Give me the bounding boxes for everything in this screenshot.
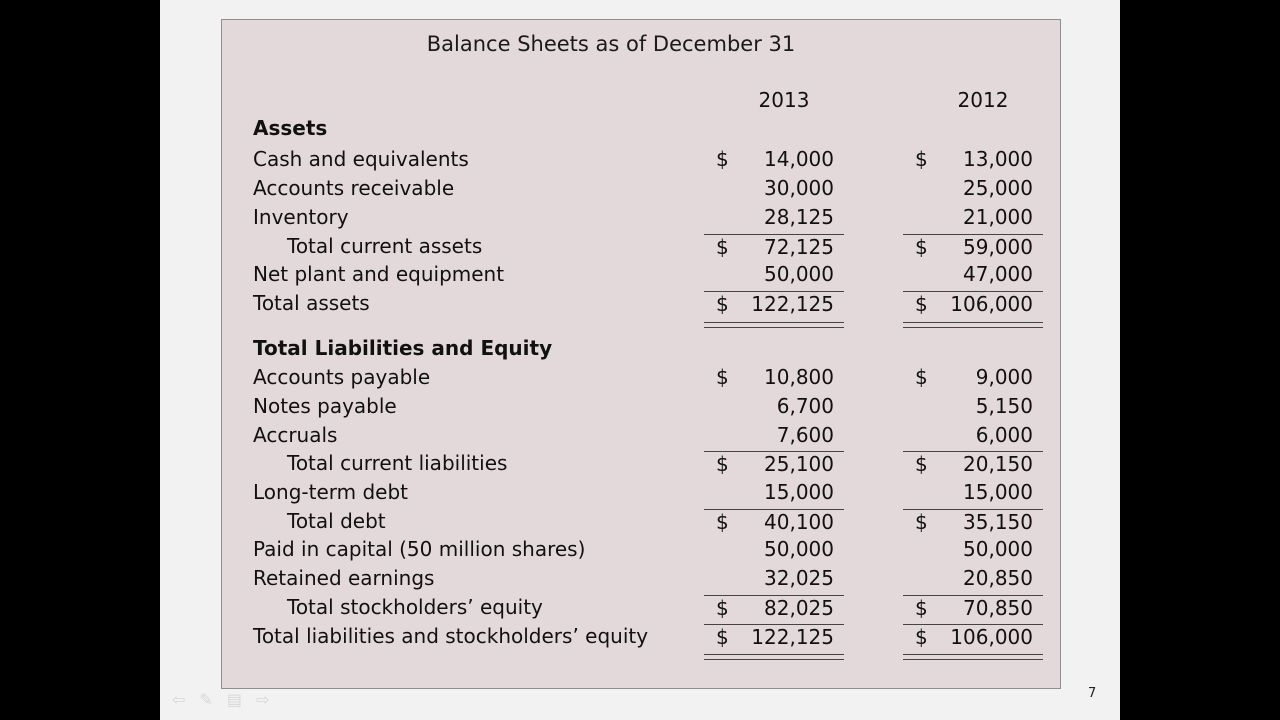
dollar-sign: $	[716, 596, 729, 620]
dollar-sign: $	[716, 292, 729, 316]
value-cell-2013	[704, 566, 844, 594]
amount: 14,000	[764, 147, 834, 171]
back-arrow-icon[interactable]: ⇦	[172, 690, 186, 709]
row-label: Accounts payable	[253, 365, 431, 389]
amount: 50,000	[764, 262, 834, 286]
row-label: Net plant and equipment	[253, 262, 505, 286]
row-label: Long-term debt	[253, 480, 409, 504]
balance-sheet-table	[221, 19, 1061, 689]
value-cell-2012	[903, 595, 1043, 624]
value-cell-2013	[704, 205, 844, 233]
slide-navigation	[172, 690, 269, 709]
amount: 35,150	[963, 510, 1033, 534]
dollar-sign: $	[716, 452, 729, 476]
row-label: Accounts receivable	[253, 176, 455, 200]
row-label: Total liabilities and stockholders’ equity	[253, 624, 649, 648]
row-label: Total Liabilities and Equity	[253, 336, 553, 360]
value-cell-2013	[704, 365, 844, 393]
table-title: Balance Sheets as of December 31	[426, 32, 796, 56]
amount: 72,125	[764, 235, 834, 259]
value-cell-2012	[903, 624, 1043, 653]
amount: 82,025	[764, 596, 834, 620]
value-cell-2012	[903, 205, 1043, 233]
table-row	[253, 566, 1060, 594]
value-cell-2013	[704, 624, 844, 653]
row-label: Notes payable	[253, 394, 397, 418]
slide	[160, 0, 1120, 720]
double-underline	[704, 654, 844, 660]
amount: 5,150	[975, 394, 1033, 418]
row-label: Total current liabilities	[287, 451, 508, 475]
amount: 122,125	[751, 292, 834, 316]
table-row	[253, 624, 1060, 652]
row-label: Assets	[253, 116, 328, 140]
amount: 6,700	[776, 394, 834, 418]
value-cell-2013	[704, 537, 844, 565]
menu-icon[interactable]: ▤	[226, 690, 242, 709]
amount: 13,000	[963, 147, 1033, 171]
value-cell-2012	[903, 365, 1043, 393]
value-cell-2013	[704, 423, 844, 451]
row-label: Total current assets	[287, 234, 483, 258]
table-row	[253, 509, 1060, 537]
table-row	[253, 595, 1060, 623]
dollar-sign: $	[915, 625, 928, 649]
value-cell-2012	[903, 537, 1043, 565]
double-underline	[903, 322, 1043, 328]
dollar-sign: $	[915, 365, 928, 389]
amount: 15,000	[963, 480, 1033, 504]
table-row	[253, 480, 1060, 508]
row-label: Total assets	[253, 291, 370, 315]
amount: 122,125	[751, 625, 834, 649]
value-cell-2012	[903, 234, 1043, 263]
table-row	[253, 205, 1060, 233]
amount: 7,600	[776, 423, 834, 447]
value-cell-2012	[903, 423, 1043, 451]
table-row	[253, 365, 1060, 393]
value-cell-2013	[704, 336, 844, 364]
dollar-sign: $	[915, 235, 928, 259]
row-label: Total debt	[287, 509, 386, 533]
amount: 28,125	[764, 205, 834, 229]
value-cell-2013	[704, 147, 844, 175]
dollar-sign: $	[915, 596, 928, 620]
amount: 47,000	[963, 262, 1033, 286]
table-row	[253, 176, 1060, 204]
value-cell-2013	[704, 480, 844, 508]
amount: 106,000	[950, 625, 1033, 649]
value-cell-2012	[903, 509, 1043, 538]
dollar-sign: $	[915, 452, 928, 476]
amount: 15,000	[764, 480, 834, 504]
year-header-2012: 2012	[957, 88, 1009, 112]
amount: 40,100	[764, 510, 834, 534]
amount: 50,000	[764, 537, 834, 561]
year-header-2013: 2013	[758, 88, 810, 112]
amount: 25,000	[963, 176, 1033, 200]
page-number: 7	[1088, 686, 1097, 701]
value-cell-2012	[903, 480, 1043, 508]
value-cell-2012	[903, 336, 1043, 364]
dollar-sign: $	[716, 147, 729, 171]
dollar-sign: $	[716, 625, 729, 649]
row-label: Inventory	[253, 205, 349, 229]
value-cell-2013	[704, 176, 844, 204]
amount: 20,850	[963, 566, 1033, 590]
value-cell-2013	[704, 262, 844, 290]
amount: 10,800	[764, 365, 834, 389]
amount: 106,000	[950, 292, 1033, 316]
amount: 50,000	[963, 537, 1033, 561]
value-cell-2012	[903, 176, 1043, 204]
amount: 70,850	[963, 596, 1033, 620]
value-cell-2013	[704, 595, 844, 624]
value-cell-2013	[704, 291, 844, 320]
pen-icon[interactable]: ✎	[199, 690, 213, 709]
row-label: Paid in capital (50 million shares)	[253, 537, 586, 561]
forward-arrow-icon[interactable]: ⇨	[255, 690, 270, 709]
table-row	[253, 234, 1060, 262]
row-label: Retained earnings	[253, 566, 435, 590]
value-cell-2013	[704, 234, 844, 263]
value-cell-2012	[903, 262, 1043, 290]
table-row	[253, 291, 1060, 319]
table-row	[253, 336, 1060, 364]
table-row	[253, 537, 1060, 565]
value-cell-2013	[704, 509, 844, 538]
double-underline	[704, 322, 844, 328]
value-cell-2012	[903, 147, 1043, 175]
value-cell-2012	[903, 566, 1043, 594]
row-label: Accruals	[253, 423, 338, 447]
value-cell-2013	[704, 116, 844, 144]
table-row	[253, 394, 1060, 422]
value-cell-2012	[903, 451, 1043, 480]
dollar-sign: $	[716, 510, 729, 534]
amount: 32,025	[764, 566, 834, 590]
table-row	[253, 423, 1060, 451]
amount: 25,100	[764, 452, 834, 476]
dollar-sign: $	[915, 292, 928, 316]
table-row	[253, 262, 1060, 290]
value-cell-2012	[903, 394, 1043, 422]
value-cell-2013	[704, 451, 844, 480]
dollar-sign: $	[716, 365, 729, 389]
dollar-sign: $	[915, 147, 928, 171]
value-cell-2012	[903, 116, 1043, 144]
amount: 59,000	[963, 235, 1033, 259]
value-cell-2013	[704, 394, 844, 422]
dollar-sign: $	[716, 235, 729, 259]
row-label: Total stockholders’ equity	[287, 595, 543, 619]
double-underline	[903, 654, 1043, 660]
dollar-sign: $	[915, 510, 928, 534]
table-row	[253, 116, 1060, 144]
table-row	[253, 147, 1060, 175]
amount: 21,000	[963, 205, 1033, 229]
row-label: Cash and equivalents	[253, 147, 469, 171]
amount: 20,150	[963, 452, 1033, 476]
table-row	[253, 451, 1060, 479]
value-cell-2012	[903, 291, 1043, 320]
amount: 9,000	[975, 365, 1033, 389]
amount: 30,000	[764, 176, 834, 200]
amount: 6,000	[975, 423, 1033, 447]
